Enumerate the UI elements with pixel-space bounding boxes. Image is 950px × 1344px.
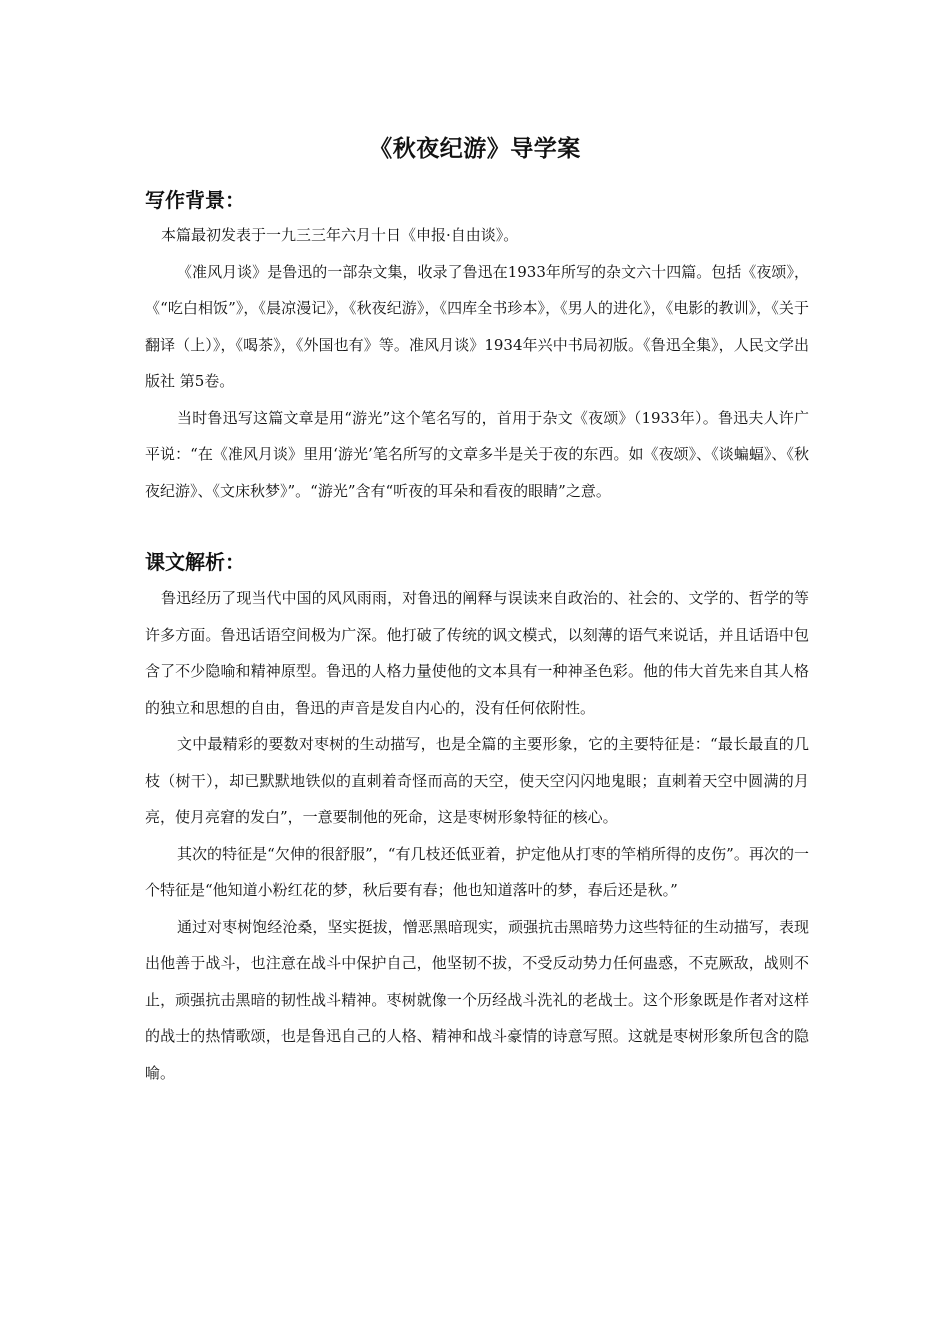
document-title: 《秋夜纪游》导学案 <box>369 136 581 162</box>
paragraph: 文中最精彩的要数对枣树的生动描写，也是全篇的主要形象，它的主要特征是：“最长最直的几枝（树干），却已默默地铁似的直刺着奇怪而高的天空，使天空闪闪地鬼眼；直刺着天空中圆满的月亮，使月亮窘的发白”，一意要制他的死命，这是枣树形象特征的核心。 <box>145 735 809 826</box>
paragraph: 鲁迅经历了现当代中国的风风雨雨，对鲁迅的阐释与误读来自政治的、社会的、文学的、哲学的等许多方面。鲁迅话语空间极为广深。他打破了传统的讽文模式，以刻薄的语气来说话，并且话语中包含了不少隐喻和精神原型。鲁迅的人格力量使他的文本具有一种神圣色彩。他的伟大首先来自其人格的独立和思想的自由，鲁迅的声音是发自内心的，没有任何依附性。 <box>145 589 809 717</box>
section-body-analysis <box>145 580 809 1091</box>
section-heading-background: 写作背景： <box>145 188 245 212</box>
section-heading-analysis: 课文解析： <box>145 550 245 574</box>
paragraph: 本篇最初发表于一九三三年六月十日《申报·自由谈》。 <box>161 226 519 244</box>
paragraph: 《准风月谈》是鲁迅的一部杂文集，收录了鲁迅在1933年所写的杂文六十四篇。包括《夜颂》，《“吃白相饭”》，《晨凉漫记》，《秋夜纪游》，《四库全书珍本》，《男人的进化》，《电影的教训》，《关于翻译（上）》，《喝茶》，《外国也有》等。准风月谈》1934年兴中书局初版。《鲁迅全集》，人民文学出版社 第5卷。 <box>145 262 809 390</box>
section-body-background <box>145 217 809 509</box>
paragraph: 其次的特征是“欠伸的很舒服”，“有几枝还低亚着，护定他从打枣的竿梢所得的皮伤”。再次的一个特征是“他知道小粉红花的梦，秋后要有春；他也知道落叶的梦，春后还是秋。” <box>145 844 809 899</box>
paragraph: 通过对枣树饱经沧桑，坚实挺拔，憎恶黑暗现实，顽强抗击黑暗势力这些特征的生动描写，表现出他善于战斗，也注意在战斗中保护自己，他坚韧不拔，不受反动势力任何蛊惑，不克厥敌，战则不止，顽强抗击黑暗的韧性战斗精神。枣树就像一个历经战斗洗礼的老战士。这个形象既是作者对这样的战士的热情歌颂，也是鲁迅自己的人格、精神和战斗豪情的诗意写照。这就是枣树形象所包含的隐喻。 <box>145 917 809 1082</box>
paragraph: 当时鲁迅写这篇文章是用“游光”这个笔名写的，首用于杂文《夜颂》（1933年）。鲁迅夫人许广平说：“在《准风月谈》里用‘游光’笔名所写的文章多半是关于夜的东西。如《夜颂》、《谈蝙蝠》、《秋夜纪游》、《文床秋梦》”。“游光”含有“听夜的耳朵和看夜的眼睛”之意。 <box>145 408 809 500</box>
